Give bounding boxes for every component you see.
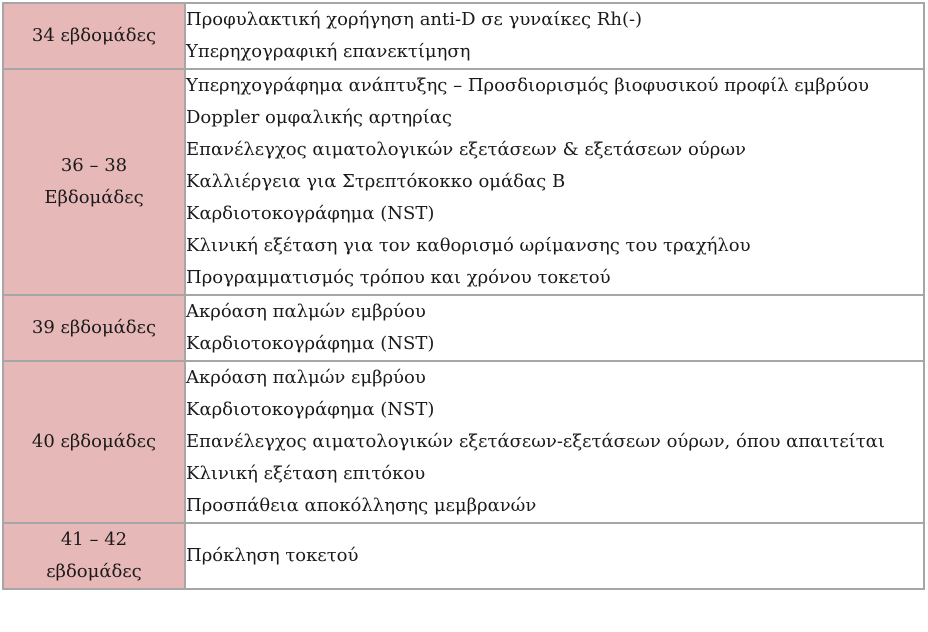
list-item: Υπερηχογράφημα ανάπτυξης – Προσδιορισμός βιοφυσικού προφίλ εμβρύου [186,75,869,96]
list-item: Κλινική εξέταση επιτόκου [186,463,426,484]
items-cell [185,3,924,69]
week-cell [3,361,185,523]
week-label: 41 – 42 [60,529,128,550]
prenatal-schedule-table [2,2,925,590]
list-item: Πρόκληση τοκετού [186,545,359,566]
week-cell [3,69,185,295]
list-item: Doppler ομφαλικής αρτηρίας [186,107,453,128]
table-row [3,523,924,589]
items-cell [185,69,924,295]
list-item: Καρδιοτοκογράφημα (NST) [186,333,435,354]
list-item: Επανέλεγχος αιματολογικών εξετάσεων & εξετάσεων ούρων [186,139,746,160]
week-label: Εβδομάδες [44,187,144,208]
week-label: 39 εβδομάδες [31,317,157,338]
list-item: Κλινική εξέταση για τον καθορισμό ωρίμανσης του τραχήλου [186,235,751,256]
items-cell [185,523,924,589]
week-label: 40 εβδομάδες [31,431,157,452]
list-item: Καρδιοτοκογράφημα (NST) [186,399,435,420]
week-cell [3,295,185,361]
list-item: Προγραμματισμός τρόπου και χρόνου τοκετού [186,267,611,288]
list-item: Καρδιοτοκογράφημα (NST) [186,203,435,224]
table-row [3,69,924,295]
week-label: 36 – 38 [60,155,128,176]
list-item: Επανέλεγχος αιματολογικών εξετάσεων-εξετάσεων ούρων, όπου απαιτείται [186,431,885,452]
list-item: Ακρόαση παλμών εμβρύου [186,301,426,322]
week-label: 34 εβδομάδες [31,25,157,46]
week-label: εβδομάδες [46,561,142,582]
items-cell [185,361,924,523]
items-cell [185,295,924,361]
list-item: Υπερηχογραφική επανεκτίμηση [186,41,471,62]
list-item: Ακρόαση παλμών εμβρύου [186,367,426,388]
week-cell [3,523,185,589]
table-row [3,3,924,69]
list-item: Προφυλακτική χορήγηση anti-D σε γυναίκες Rh(-) [186,9,643,30]
table-row [3,361,924,523]
list-item: Προσπάθεια αποκόλλησης μεμβρανών [186,495,537,516]
list-item: Καλλιέργεια για Στρεπτόκοκκο ομάδας Β [186,171,566,192]
week-cell [3,3,185,69]
table-row [3,295,924,361]
